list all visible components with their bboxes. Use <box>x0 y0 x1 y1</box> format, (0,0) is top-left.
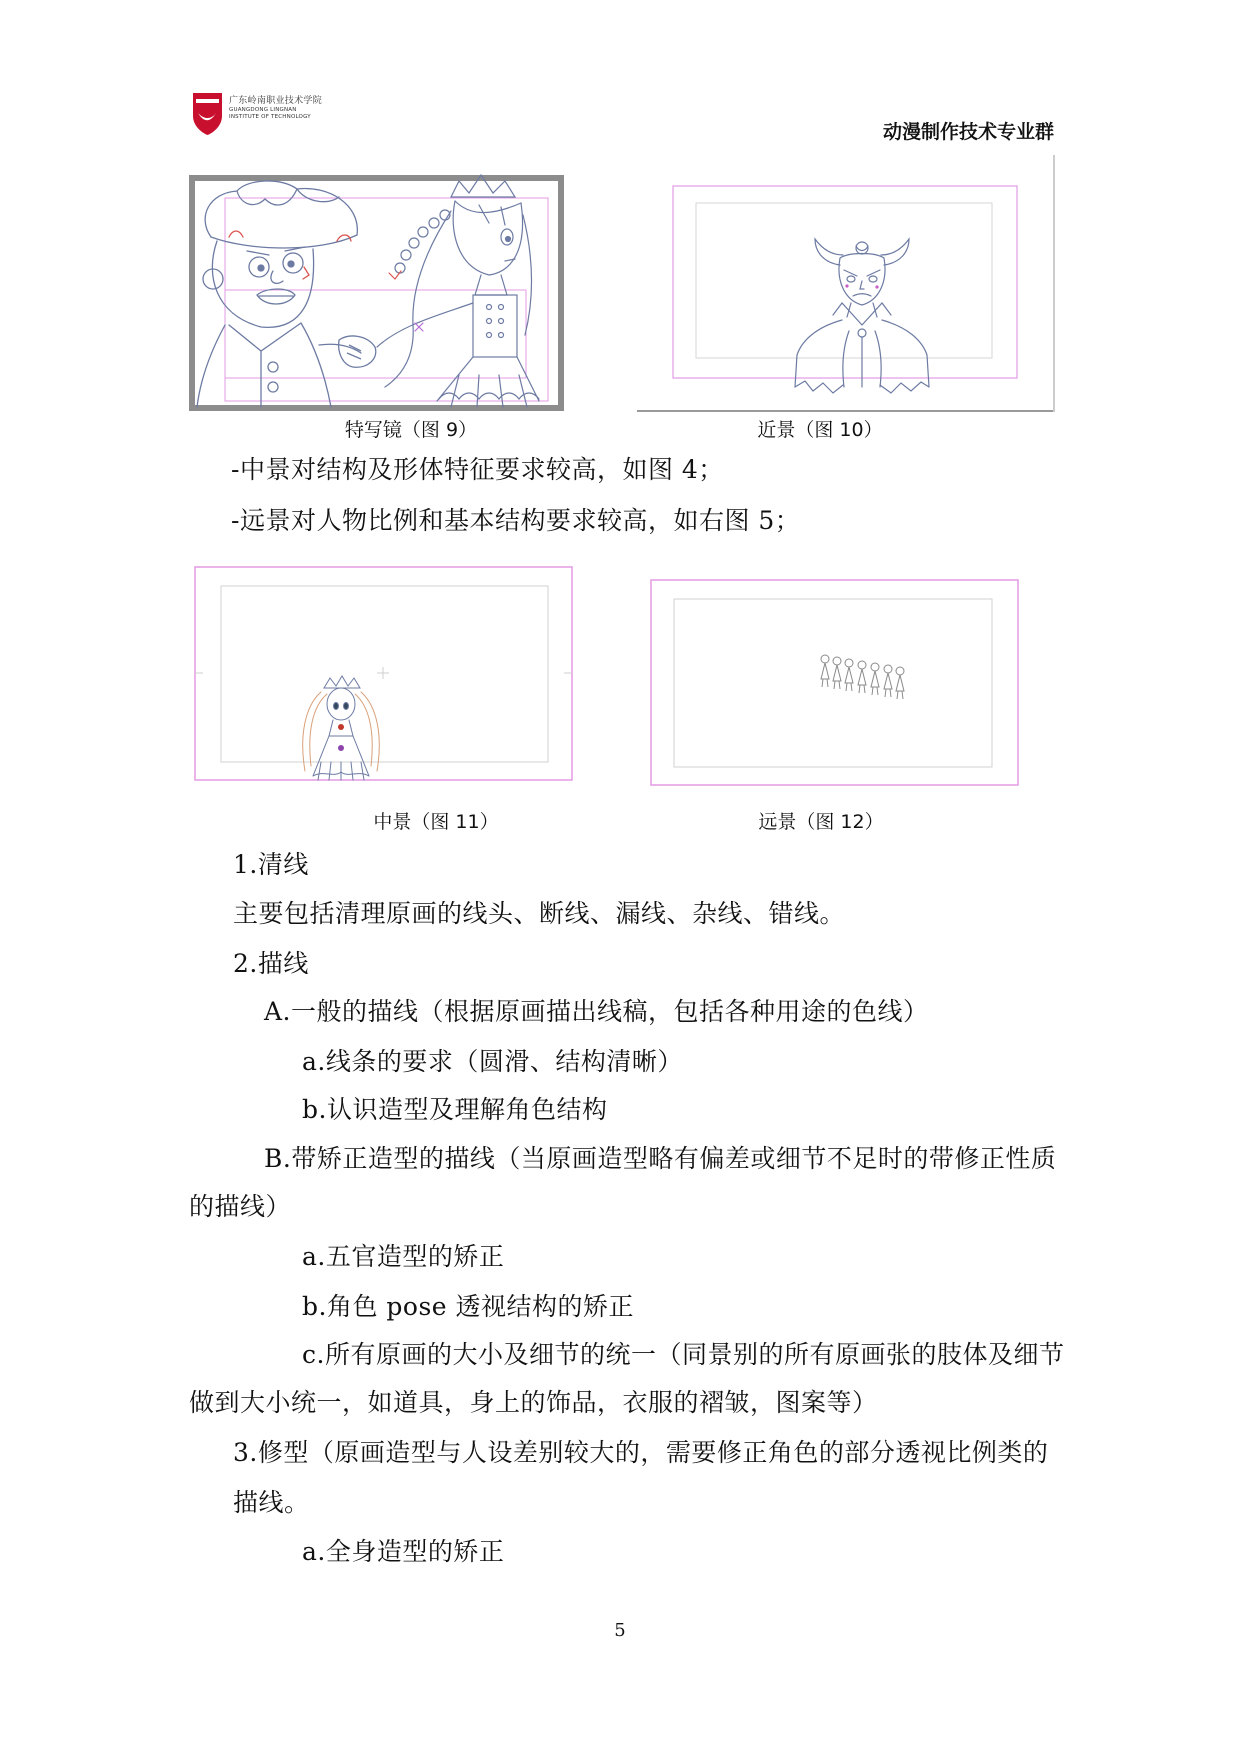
item-b-corrective-tracing-line1: B.带矫正造型的描线（当原画造型略有偏差或细节不足时的带修正性质 <box>264 1144 1057 1173</box>
item-b-corrective-tracing-line2: 的描线） <box>189 1192 292 1221</box>
program-group-title: 动漫制作技术专业群 <box>882 121 1054 143</box>
shield-band <box>196 99 219 103</box>
figure-12-long-shot-image <box>650 579 1019 786</box>
right-eye <box>344 703 349 710</box>
logo-name-en-line2: INSTITUTE OF TECHNOLOGY <box>229 114 311 120</box>
inner-frame <box>696 203 992 358</box>
note-mid-shot: -中景对结构及形体特征要求较高，如图 4； <box>231 455 724 484</box>
nose <box>860 281 864 289</box>
item-3-sub-a: a.全身造型的矫正 <box>302 1537 505 1566</box>
figure-10-caption: 近景（图 10） <box>757 419 883 441</box>
left-pupil <box>258 265 264 271</box>
figure-10-medium-closeup-image <box>637 155 1057 413</box>
logo-name-en-line1: GUANGDONG LINGNAN <box>229 107 297 113</box>
page-number: 5 <box>614 1620 626 1641</box>
cape-clasp <box>858 329 866 337</box>
face-mark <box>875 285 878 288</box>
safe-frame <box>673 186 1017 378</box>
figure-11-caption: 中景（图 11） <box>373 811 499 833</box>
mouth <box>853 294 871 296</box>
right-horn <box>881 239 909 265</box>
section-1-text: 主要包括清理原画的线头、断线、漏线、杂线、错线。 <box>233 899 846 928</box>
crescent-mark <box>856 246 868 251</box>
collar <box>833 303 891 325</box>
head-outline <box>839 254 885 306</box>
left-eye <box>334 703 339 710</box>
chest-jewel <box>338 724 344 730</box>
left-eye <box>847 276 855 282</box>
item-a-sub-b: b.认识造型及理解角色结构 <box>302 1095 608 1124</box>
school-logo <box>192 92 332 138</box>
section-3-line1: 3.修型（原画造型与人设差别较大的，需要修正角色的部分透视比例类的 <box>233 1438 1049 1467</box>
item-b-sub-a: a.五官造型的矫正 <box>302 1242 505 1271</box>
face-mark <box>845 284 848 287</box>
section-1-title: 1.清线 <box>233 850 309 879</box>
right-eye <box>869 276 877 282</box>
section-3-line2: 描线。 <box>233 1488 310 1517</box>
belt-jewel <box>338 745 344 751</box>
item-b-sub-c-line2: 做到大小统一，如道具，身上的饰品，衣服的褶皱，图案等） <box>189 1388 878 1417</box>
image-border <box>192 178 561 408</box>
cape-folds <box>843 331 881 387</box>
figure-9-closeup-image <box>189 175 564 411</box>
item-b-sub-c-line1: c.所有原画的大小及细节的统一（同景别的所有原画张的肢体及细节 <box>302 1340 1065 1369</box>
pupil <box>506 237 511 242</box>
item-a-general-tracing: A.一般的描线（根据原画描出线稿，包括各种用途的色线） <box>264 997 929 1026</box>
item-b-sub-b: b.角色 pose 透视结构的矫正 <box>302 1292 635 1321</box>
figure-11-medium-shot-image <box>194 566 573 781</box>
section-2-title: 2.描线 <box>233 949 309 978</box>
logo-name-cn: 广东岭南职业技术学院 <box>229 96 323 106</box>
horned-character-sketch <box>795 239 929 393</box>
item-a-sub-a: a.线条的要求（圆滑、结构清晰） <box>302 1047 683 1076</box>
eyebrows <box>844 270 880 276</box>
figure-9-caption: 特写镜（图 9） <box>344 419 478 441</box>
left-horn <box>815 239 843 265</box>
note-long-shot: -远景对人物比例和基本结构要求较高，如右图 5； <box>231 506 801 535</box>
figure-12-caption: 远景（图 12） <box>758 811 884 833</box>
right-pupil <box>288 261 294 267</box>
logo-wordmark <box>229 96 322 121</box>
shield-icon <box>192 92 223 136</box>
